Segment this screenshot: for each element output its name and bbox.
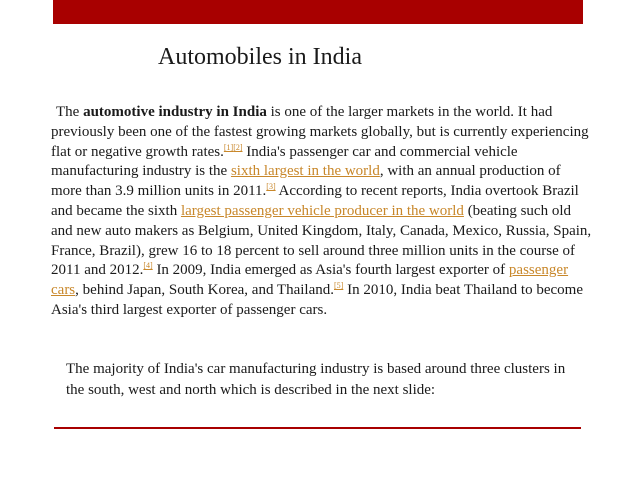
citation-ref-5[interactable] [334, 281, 343, 290]
citation-link[interactable]: [2] [233, 142, 243, 152]
bottom-divider [54, 427, 581, 429]
text-segment: is one of the larger markets in the world. It had previously been one of the fastest growing markets globally, but is currently experiencing flat or negative growth rates. [51, 104, 589, 160]
citation-link[interactable]: [5] [334, 281, 344, 291]
citation-link[interactable]: [4] [143, 261, 153, 271]
text-segment: According to recent reports, India overtook Brazil and became the sixth [51, 183, 579, 219]
clusters-paragraph: The majority of India's car manufacturing industry is based around three clusters in the south, west and north which is described in the next slide: [66, 361, 566, 398]
citation-link[interactable]: [3] [266, 182, 276, 192]
slide-title: Automobiles in India [158, 44, 362, 70]
citation-link[interactable]: [1] [223, 142, 234, 152]
header-accent-bar [53, 0, 583, 24]
link-sixth-largest[interactable]: sixth largest in the world [230, 163, 380, 180]
text-segment: , behind Japan, South Korea, and Thailand. [75, 282, 334, 299]
citation-ref-1[interactable] [224, 143, 233, 152]
text-segment: In 2010, India beat Thailand to become Asia's third largest exporter of passenger cars. [51, 282, 583, 318]
citation-ref-4[interactable] [143, 261, 152, 270]
link-passenger-cars[interactable]: passenger cars [51, 262, 569, 299]
text-segment: In 2009, India emerged as Asia's fourth largest exporter of [152, 262, 509, 279]
text-segment: , with an annual production of more than 3.9 million units in 2011. [51, 163, 561, 200]
text-segment: (beating such old and new auto makers as Belgium, United Kingdom, Italy, Canada, Mexico, Russia, Spain, France, Brazil), grew 16 to 18 percent to sell around three million units in the course of 2011 and 2012. [51, 202, 592, 279]
intro-paragraph [51, 103, 595, 321]
text-segment: India's passenger car and commercial vehicle manufacturing industry is the [51, 143, 518, 180]
bold-term: automotive industry in India [83, 104, 267, 120]
text-segment: The [56, 104, 84, 120]
link-largest-passenger-vehicle-producer[interactable]: largest passenger vehicle producer in the world [180, 202, 464, 219]
citation-ref-3[interactable] [266, 182, 275, 191]
citation-ref-2[interactable] [233, 143, 242, 152]
